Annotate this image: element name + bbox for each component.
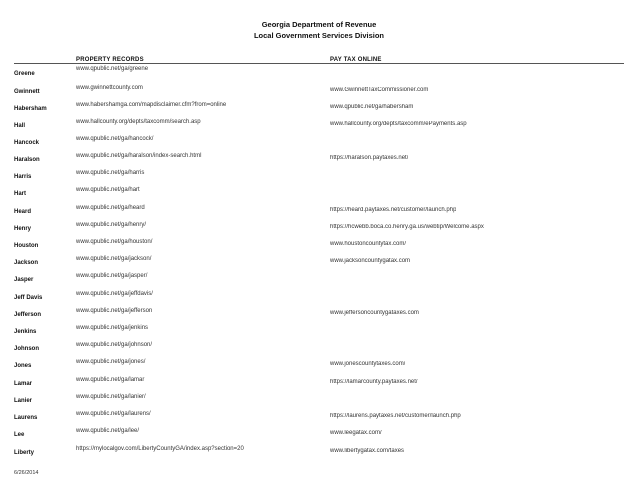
county-name: Johnson [14, 346, 39, 352]
property-records-link[interactable]: www.qpublic.net/ga/lanier/ [76, 394, 146, 400]
property-records-link[interactable]: www.qpublic.net/ga/jasper/ [76, 273, 148, 279]
table-row [0, 308, 638, 325]
county-name: Heard [14, 209, 32, 215]
footer-date: 6/26/2014 [14, 470, 39, 476]
header-subtitle: Local Government Services Division [253, 31, 385, 40]
table-row [0, 170, 638, 187]
pay-tax-online-link[interactable]: www.hallcounty.org/depts/taxcomm/ePayments.asp [330, 121, 467, 127]
pay-tax-online-link[interactable]: www.GwinnettTaxCommissioner.com [330, 87, 429, 93]
county-name: Jenkins [14, 329, 37, 335]
county-name: Jones [14, 363, 32, 369]
pay-tax-online-link[interactable]: https://laurens.paytaxes.net/customer/launch.php [330, 413, 461, 419]
county-name: Henry [14, 226, 32, 232]
property-records-link[interactable]: www.qpublic.net/ga/jenkins [76, 325, 149, 331]
pay-tax-online-link[interactable]: www.jonescountytaxes.com/ [330, 361, 406, 367]
table-row [0, 222, 638, 239]
property-records-link[interactable]: www.qpublic.net/ga/haralson/index-search.html [76, 153, 202, 159]
county-name: Laurens [14, 415, 38, 421]
county-name: Hancock [14, 140, 40, 146]
county-name: Houston [14, 243, 39, 249]
pay-tax-online-link[interactable]: www.houstoncountytax.com/ [330, 241, 407, 247]
pay-tax-online-link[interactable]: www.jacksoncountygatax.com [330, 258, 411, 264]
table-row [0, 153, 638, 170]
property-records-link[interactable]: www.qpublic.net/ga/hancock/ [76, 136, 154, 142]
county-name: Jeff Davis [14, 295, 43, 301]
county-name: Lanier [14, 398, 33, 404]
column-header-pay-tax-online: PAY TAX ONLINE [330, 57, 382, 63]
county-name: Hart [14, 191, 27, 197]
table-row [0, 411, 638, 428]
property-records-link[interactable]: www.gwinnettcounty.com [76, 85, 143, 91]
county-name: Liberty [14, 450, 35, 456]
table-row [0, 136, 638, 153]
property-records-link[interactable]: www.qpublic.net/ga/jeffdavis/ [76, 291, 153, 297]
table-row [0, 256, 638, 273]
table-row [0, 291, 638, 308]
document-header [0, 19, 638, 41]
table-row [0, 205, 638, 222]
table-row [0, 119, 638, 136]
table-row [0, 187, 638, 204]
county-name: Lee [14, 432, 25, 438]
column-header-property-records: PROPERTY RECORDS [76, 57, 144, 63]
table-row [0, 446, 638, 463]
property-records-link[interactable]: https://mylocalgov.com/LibertyCountyGA/index.asp?section=20 [76, 446, 244, 452]
county-name: Lamar [14, 381, 33, 387]
table-row [0, 428, 638, 445]
pay-tax-online-link[interactable]: https://haralson.paytaxes.net/ [330, 155, 409, 161]
county-name: Harris [14, 174, 32, 180]
property-records-link[interactable]: www.qpublic.net/ga/greene [76, 66, 149, 72]
county-name: Haralson [14, 157, 40, 163]
property-records-link[interactable]: www.qpublic.net/ga/johnson/ [76, 342, 153, 348]
pay-tax-online-link[interactable]: www.libertygatax.com/taxes [330, 448, 405, 454]
county-name: Jackson [14, 260, 39, 266]
pay-tax-online-link[interactable]: https://heard.paytaxes.net/customer/launch.php [330, 207, 457, 213]
property-records-link[interactable]: www.habershamga.com/mapdisclaimer.cfm?from=online [76, 102, 227, 108]
pay-tax-online-link[interactable]: www.jeffersoncountygataxes.com [330, 310, 419, 316]
county-name: Greene [14, 71, 35, 77]
pay-tax-online-link[interactable]: https://lamarcounty.paytaxes.net/ [330, 379, 418, 385]
property-records-link[interactable]: www.qpublic.net/ga/jefferson [76, 308, 153, 314]
county-name: Jasper [14, 277, 34, 283]
pay-tax-online-link[interactable]: https://hcwebb.boca.co.henry.ga.us/webtip/Welcome.aspx [330, 224, 484, 230]
header-rule [14, 63, 624, 64]
property-records-link[interactable]: www.qpublic.net/ga/jones/ [76, 359, 146, 365]
property-records-link[interactable]: www.qpublic.net/ga/harris [76, 170, 145, 176]
pay-tax-online-link[interactable]: www.qpublic.net/ga/habersham [330, 104, 414, 110]
property-records-link[interactable]: www.hallcounty.org/depts/taxcomm/search.asp [76, 119, 201, 125]
property-records-link[interactable]: www.qpublic.net/ga/houston/ [76, 239, 153, 245]
table-row [0, 85, 638, 102]
table-row [0, 67, 638, 84]
table-row [0, 325, 638, 342]
county-name: Hall [14, 123, 26, 129]
pay-tax-online-link[interactable]: www.leegatax.com/ [330, 430, 382, 436]
table-row [0, 273, 638, 290]
table-row [0, 239, 638, 256]
table-row [0, 102, 638, 119]
county-name: Habersham [14, 106, 47, 112]
property-records-link[interactable]: www.qpublic.net/ga/jackson/ [76, 256, 152, 262]
property-records-link[interactable]: www.qpublic.net/ga/laurens/ [76, 411, 151, 417]
header-title: Georgia Department of Revenue [261, 20, 377, 29]
county-name: Gwinnett [14, 89, 40, 95]
property-records-link[interactable]: www.qpublic.net/ga/lamar [76, 377, 145, 383]
property-records-link[interactable]: www.qpublic.net/ga/henry/ [76, 222, 147, 228]
table-row [0, 394, 638, 411]
table-row [0, 377, 638, 394]
property-records-link[interactable]: www.qpublic.net/ga/hart [76, 187, 140, 193]
property-records-link[interactable]: www.qpublic.net/ga/lee/ [76, 428, 140, 434]
property-records-link[interactable]: www.qpublic.net/ga/heard [76, 205, 145, 211]
county-name: Jefferson [14, 312, 42, 318]
table-row [0, 359, 638, 376]
table-row [0, 342, 638, 359]
